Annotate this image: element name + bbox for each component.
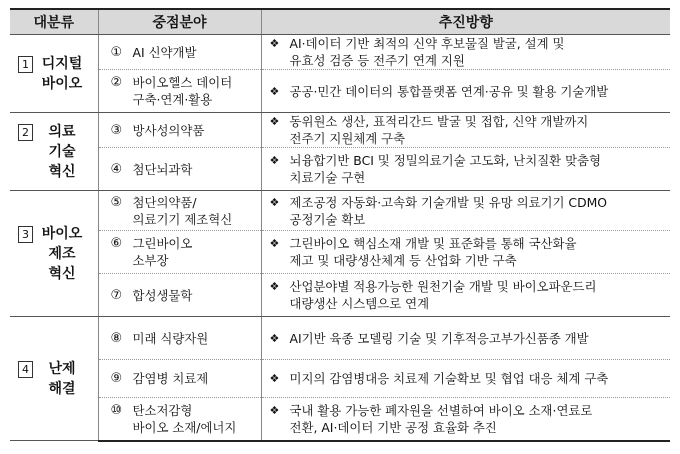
diamond-bullet-icon: ❖ <box>269 372 280 385</box>
area-number: ① <box>110 44 123 60</box>
area-name: 탄소저감형 바이오 소재/에너지 <box>132 402 237 435</box>
category-name: 의료 기술 혁신 <box>48 123 76 180</box>
area-cell <box>98 231 261 274</box>
area-name: 방사성의약품 <box>132 122 205 138</box>
area-name: 합성생물학 <box>132 287 193 303</box>
header-row <box>10 9 670 35</box>
direction-text: AI기반 육종 모델링 기술 및 기후적응고부가신품종 개발 <box>289 330 589 346</box>
area-number: ⑤ <box>110 194 123 210</box>
area-number: ⑩ <box>110 402 123 418</box>
area-cell <box>98 398 261 441</box>
table-row <box>10 398 670 441</box>
area-cell <box>98 113 261 148</box>
category-number: 3 <box>18 226 33 243</box>
direction-text: AI·데이터 기반 최적의 신약 후보물질 발굴, 설계 및 유효성 검증 등 전주기 연계 지원 <box>289 36 565 68</box>
area-cell <box>98 317 261 360</box>
table-row <box>10 360 670 398</box>
area-name: 바이오헬스 데이터 구축·연계·활용 <box>132 75 233 107</box>
bio-strategy-table <box>10 8 670 442</box>
table-row <box>10 113 670 148</box>
area-cell <box>98 70 261 113</box>
category-number: 1 <box>18 56 33 73</box>
category-name: 난제 해결 <box>48 360 76 397</box>
category-cell <box>10 35 98 113</box>
area-cell <box>98 274 261 317</box>
diamond-bullet-icon: ❖ <box>269 237 280 250</box>
category-number: 2 <box>18 124 33 141</box>
area-name: 감염병 치료제 <box>132 371 209 386</box>
area-name: 미래 식량자원 <box>132 330 209 346</box>
direction-cell <box>261 113 670 148</box>
area-cell <box>98 148 261 191</box>
table-row <box>10 35 670 70</box>
category-cell <box>10 317 98 441</box>
table-row <box>10 274 670 317</box>
table-row <box>10 148 670 191</box>
direction-cell <box>261 398 670 441</box>
area-number: ⑦ <box>110 287 123 303</box>
category-cell <box>10 191 98 317</box>
area-number: ⑥ <box>110 236 123 251</box>
direction-text: 그린바이오 핵심소재 개발 및 표준화를 통해 국산화율 제고 및 대량생산체계 등 산업화 기반 구축 <box>289 236 577 268</box>
header-area: 중점분야 <box>98 9 261 35</box>
category-name: 디지털 바이오 <box>41 55 83 92</box>
table-row <box>10 317 670 360</box>
area-cell <box>98 35 261 70</box>
policy-table-container <box>10 8 670 442</box>
diamond-bullet-icon: ❖ <box>269 84 280 98</box>
area-number: ③ <box>110 122 123 138</box>
area-number: ⑨ <box>110 371 123 386</box>
diamond-bullet-icon: ❖ <box>269 115 280 128</box>
area-name: 첨단의약품/ 의료기기 제조혁신 <box>132 194 233 227</box>
direction-cell <box>261 274 670 317</box>
category-name: 바이오 제조 혁신 <box>41 225 83 282</box>
area-name: AI 신약개발 <box>132 44 197 60</box>
table-row <box>10 70 670 113</box>
direction-cell <box>261 360 670 398</box>
direction-text: 국내 활용 가능한 폐자원을 선별하여 바이오 소재·연료로 전환, AI·데이터 기반 공정 효율화 추진 <box>289 402 593 435</box>
category-number: 4 <box>18 361 33 378</box>
direction-text: 산업분야별 적용가능한 원천기술 개발 및 바이오파운드리 대량생산 시스템으로 연계 <box>289 279 597 311</box>
direction-text: 제조공정 자동화·고속화 기술개발 및 유망 의료기기 CDMO 공정기술 확보 <box>289 194 608 227</box>
direction-cell <box>261 148 670 191</box>
direction-cell <box>261 35 670 70</box>
direction-text: 미지의 감염병대응 치료제 기술확보 및 협업 대응 체계 구축 <box>289 371 609 386</box>
area-number: ② <box>110 75 123 90</box>
diamond-bullet-icon: ❖ <box>269 37 280 50</box>
table-row <box>10 231 670 274</box>
direction-cell <box>261 70 670 113</box>
table-row <box>10 191 670 231</box>
header-direction: 추진방향 <box>261 9 670 35</box>
diamond-bullet-icon: ❖ <box>269 403 280 417</box>
direction-text: 공공·민간 데이터의 통합플랫폼 연계·공유 및 활용 기술개발 <box>289 83 609 99</box>
area-number: ⑧ <box>110 330 123 346</box>
area-cell <box>98 191 261 231</box>
direction-text: 동위원소 생산, 표적리간드 발굴 및 접합, 신약 개발까지 전주기 지원체계 구축 <box>289 114 589 146</box>
area-name: 첨단뇌과학 <box>132 161 193 177</box>
direction-cell <box>261 231 670 274</box>
diamond-bullet-icon: ❖ <box>269 195 280 209</box>
area-name: 그린바이오 소부장 <box>132 236 193 268</box>
diamond-bullet-icon: ❖ <box>269 280 280 293</box>
direction-cell <box>261 317 670 360</box>
diamond-bullet-icon: ❖ <box>269 154 280 167</box>
diamond-bullet-icon: ❖ <box>269 331 280 345</box>
direction-cell <box>261 191 670 231</box>
category-cell <box>10 113 98 191</box>
header-category: 대분류 <box>10 9 98 35</box>
area-cell <box>98 360 261 398</box>
area-number: ④ <box>110 161 123 177</box>
direction-text: 뇌융합기반 BCI 및 정밀의료기술 고도화, 난치질환 맞춤형 치료기술 구현 <box>289 153 601 185</box>
